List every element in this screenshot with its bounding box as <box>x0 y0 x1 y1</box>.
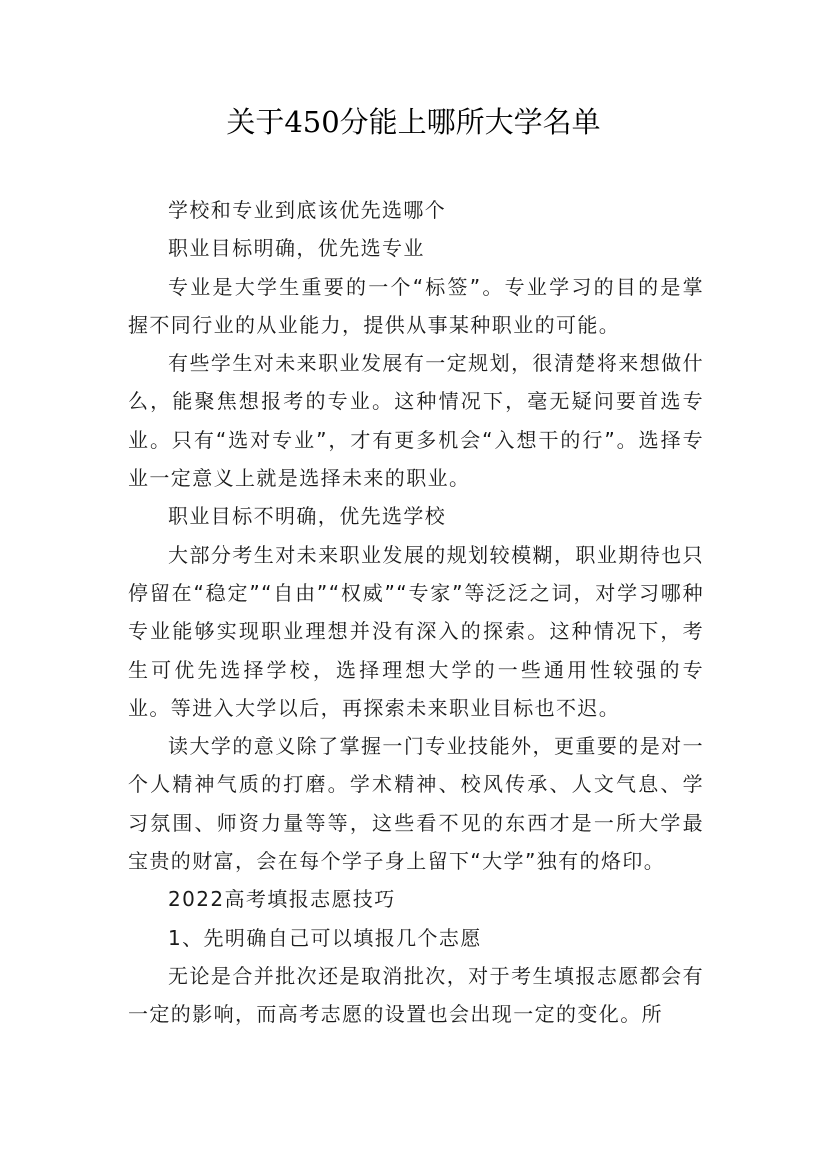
paragraph: 职业目标不明确，优先选学校 <box>168 504 447 529</box>
document-title: 关于450分能上哪所大学名单 <box>226 105 601 139</box>
paragraph: 学校和专业到底该优先选哪个 <box>168 198 447 222</box>
paragraph: 2022高考填报志愿技巧 <box>168 887 396 912</box>
paragraph: 有些学生对未来职业发展有一定规划，很清楚将来想做什么，能聚焦想报考的专业。这种情况下，毫无疑问要首选专业。只有“选对专业”，才有更多机会“入想干的行”。选择专业一定意义上就是选择未来的职业。 <box>128 351 704 491</box>
paragraph: 无论是合并批次还是取消批次，对于考生填报志愿都会有一定的影响，而高考志愿的设置也会出现一定的变化。所 <box>128 963 704 1027</box>
paragraph: 专业是大学生重要的一个“标签”。专业学习的目的是掌握不同行业的从业能力，提供从事某种职业的可能。 <box>128 274 704 337</box>
paragraph: 读大学的意义除了掌握一门专业技能外，更重要的是对一个人精神气质的打磨。学术精神、校风传承、人文气息、学习氛围、师资力量等等，这些看不见的东西才是一所大学最宝贵的财富，会在每个学子身上留下“大学”独有的烙印。 <box>128 734 704 874</box>
paragraph: 1、先明确自己可以填报几个志愿 <box>168 925 482 950</box>
document-body <box>128 191 704 1034</box>
paragraph: 职业目标明确，优先选专业 <box>168 236 425 261</box>
paragraph: 大部分考生对未来职业发展的规划较模糊，职业期待也只停留在“稳定”“自由”“权威”“专家”等泛泛之词，对学习哪种专业能够实现职业理想并没有深入的探索。这种情况下，考生可优先选择学校，选择理想大学的一些通用性较强的专业。等进入大学以后，再探索未来职业目标也不迟。 <box>128 542 704 720</box>
